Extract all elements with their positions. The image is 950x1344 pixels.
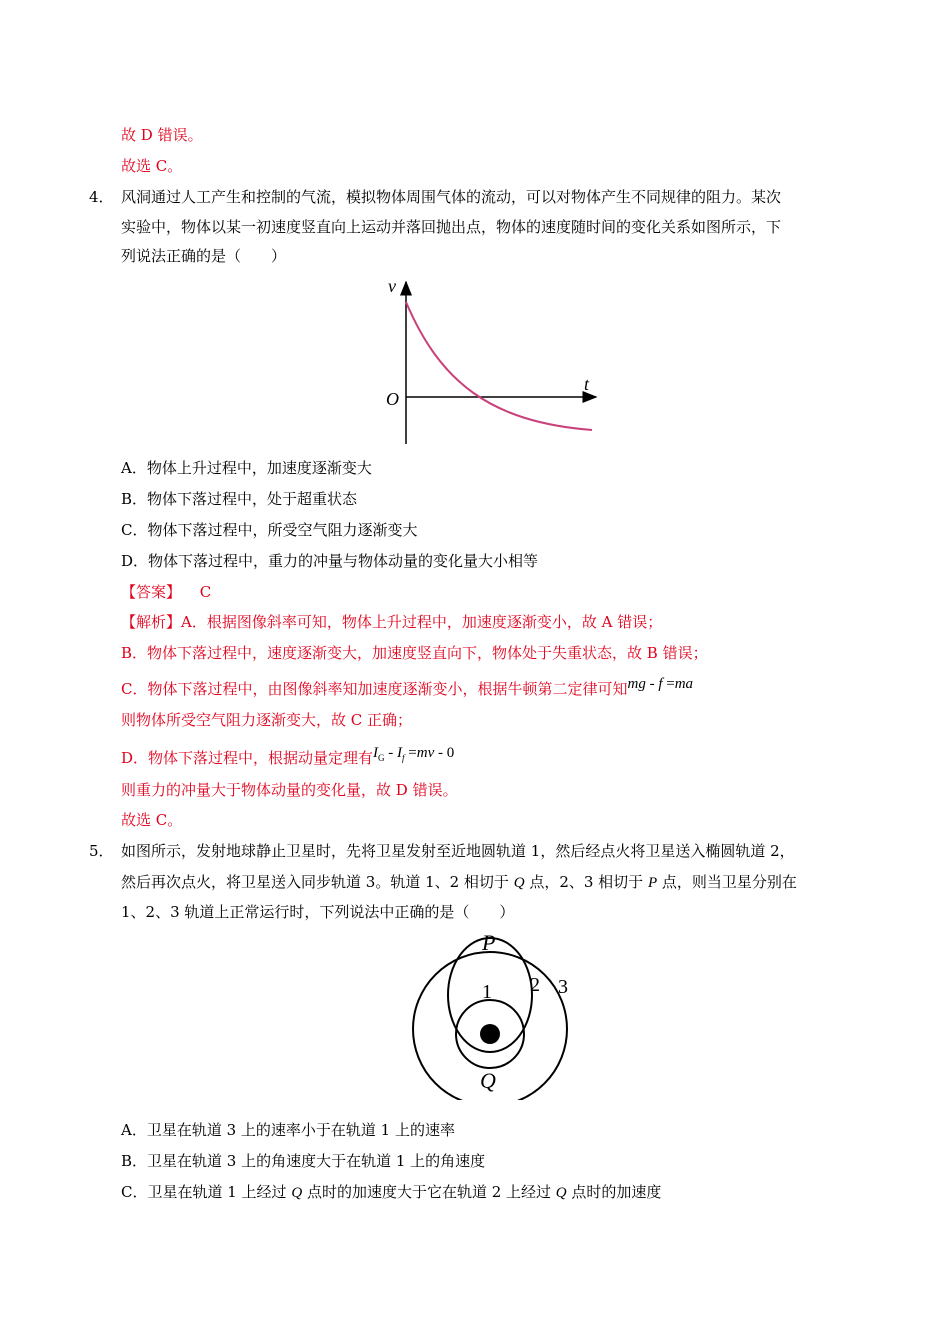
q4-stem-line1: 风洞通过人工产生和控制的气流，模拟物体周围气体的流动，可以对物体产生不同规律的阻力。某次 xyxy=(121,188,782,206)
q4-number: 4． xyxy=(89,188,114,206)
point-q-label: Q xyxy=(480,1068,496,1093)
q5-stem-line2: 然后再次点火，将卫星送入同步轨道 3。轨道 1、2 相切于 Q 点，2、3 相切于 P 点，则当卫星分别在 xyxy=(121,873,797,891)
q5-stem-line3: 1、2、3 轨道上正常运行时，下列说法中正确的是（ ） xyxy=(121,903,515,921)
analysis-c-text: C．物体下落过程中，由图像斜率知加速度逐渐变小，根据牛顿第二定律可知 xyxy=(121,680,628,698)
q4-option-d: D．物体下落过程中，重力的冲量与物体动量的变化量大小相等 xyxy=(121,552,539,570)
analysis-label: 【解析】 xyxy=(121,613,182,631)
point-p-label: P xyxy=(482,930,496,955)
q4-analysis-d2: 则重力的冲量大于物体动量的变化量，故 D 错误。 xyxy=(121,781,458,799)
orbit-1-label: 1 xyxy=(482,981,492,1003)
origin-label: O xyxy=(386,389,399,409)
q4-stem-line3: 列说法正确的是（ ） xyxy=(121,247,287,265)
answer-value: C xyxy=(199,583,212,601)
velocity-curve xyxy=(406,302,592,430)
q4-option-b: B．物体下落过程中，处于超重状态 xyxy=(121,490,358,508)
formula-newton: mg - f =ma xyxy=(627,676,694,692)
orbit-3-label: 3 xyxy=(558,976,568,998)
analysis-a-text: A．根据图像斜率可知，物体上升过程中，加速度逐渐变小，故 A 错误； xyxy=(181,613,663,631)
v-axis-label: v xyxy=(388,276,396,296)
q4-vt-graph xyxy=(380,272,610,452)
q5-orbit-diagram xyxy=(405,928,580,1100)
earth-dot xyxy=(480,1024,500,1044)
q4-analysis-a xyxy=(121,611,662,633)
q4-analysis-c xyxy=(121,678,693,701)
q5-option-b: B．卫星在轨道 3 上的角速度大于在轨道 1 上的角速度 xyxy=(121,1152,486,1170)
q4-option-c: C．物体下落过程中，所受空气阻力逐渐变大 xyxy=(121,521,418,539)
t-axis-label: t xyxy=(584,374,590,394)
analysis-d-text: D．物体下落过程中，根据动量定理有 xyxy=(121,749,374,767)
prev-choice: 故选 C。 xyxy=(121,157,183,175)
q5-stem-line1: 如图所示，发射地球静止卫星时，先将卫星发射至近地圆轨道 1，然后经点火将卫星送入椭圆轨道 2， xyxy=(121,842,795,860)
prev-conclusion-d: 故 D 错误。 xyxy=(121,126,203,144)
q5-option-a: A．卫星在轨道 3 上的速率小于在轨道 1 上的速率 xyxy=(121,1121,455,1139)
q5-option-c: C．卫星在轨道 1 上经过 Q 点时的加速度大于它在轨道 2 上经过 Q 点时的加速度 xyxy=(121,1183,662,1201)
q5-number: 5． xyxy=(89,842,114,860)
orbit-2-label: 2 xyxy=(530,974,540,996)
formula-momentum: $I_G - I_f =mv - 0$ xyxy=(373,745,455,763)
q4-answer xyxy=(121,581,211,603)
q4-conclusion: 故选 C。 xyxy=(121,811,183,829)
q4-stem-line2: 实验中，物体以某一初速度竖直向上运动并落回抛出点，物体的速度随时间的变化关系如图所示，下 xyxy=(121,218,782,236)
answer-label: 【答案】 xyxy=(121,583,182,601)
q4-analysis-b: B．物体下落过程中，速度逐渐变大，加速度竖直向下，物体处于失重状态，故 B 错误； xyxy=(121,644,708,662)
q4-analysis-d xyxy=(121,747,454,775)
q4-analysis-c2: 则物体所受空气阻力逐渐变大，故 C 正确； xyxy=(121,711,413,729)
q4-option-a: A．物体上升过程中，加速度逐渐变大 xyxy=(121,459,372,477)
